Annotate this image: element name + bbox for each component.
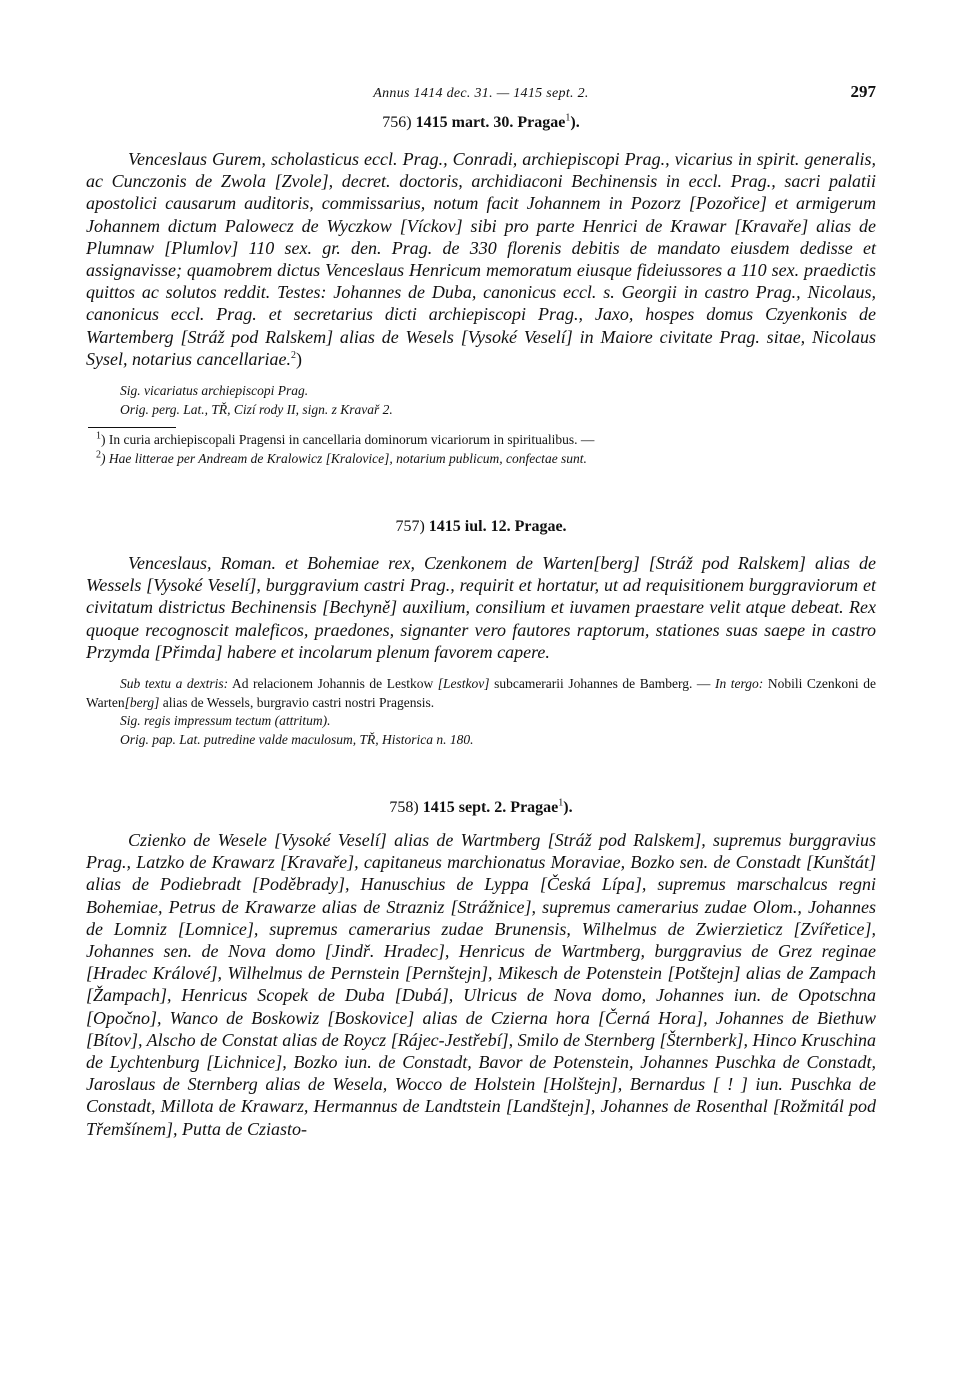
note-label-sub-textu: Sub textu a dextris: [120,676,229,692]
footnote-1-mark: 1 [96,430,101,442]
doc-756-source-note: Orig. perg. Lat., TŘ, Cizí rody II, sign. z Kravař 2. [120,401,393,417]
note-text: Ad relacionem Johannis de Lestkow [228,676,438,692]
doc-756-seal-note: Sig. vicariatus archiepiscopi Prag. [120,383,309,399]
note-label-in-tergo: In tergo: [714,676,764,692]
doc-757-address-note [86,675,876,712]
footnote-rule [88,427,176,428]
note-text: alias de Wessels, burgravio castri nostri Pragensis. [159,694,435,710]
doc-756-text-body: Venceslaus Gurem, scholasticus eccl. Prag., Conradi, archiepiscopi Prag., vicarius in spirit. generalis, ac Cunczonis de Zwola [Zvole], decret. doctoris, archidiaconi Bechinensis in eccl. Prag., sacri palatii apostolici causarum auditoris, commissarius, notum facit Johannem in Pozorz [Pozořice] et armigerum Johannem dictum Palowecz de Wyczkow [Víckov] sibi pro parte Henrici de Krawar [Kravaře] alias de Plumnaw [Plumlov] 110 sex. gr. den. Prag. de 330 florenis debitis de mandato eiusdem dedisse et assignavisse; quamobrem dictus Venceslaus Henricum memoratum eiusque fideiussores a 110 sex. praedictis quittos ac solutos reddit. Testes: Johannes de Duba, canonicus eccl. s. Georgii in castro Prag., Nicolaus, canonicus eccl. Prag. et secretarius dicti archiepiscopi Prag., Jaxo, hospes domus Czyenkonis de Wartemberg [Stráž pod Ralskem] alias de Wesels [Vysoké Veselí] in Maiore civitate Prag. sitae, Nicolaus Sysel, notarius cancellariae. [86,149,876,369]
doc-756-heading [86,114,876,132]
page-number: 297 [850,82,876,101]
doc-757-text: Venceslaus, Roman. et Bohemiae rex, Czenkonem de Warten[berg] [Stráž pod Ralskem] alias de Wessels [Vysoké Veselí], burggravium castri Prag., requirit et hortatur, ut ad requisitionem burggraviorum et civitatum districtus Bechinensis [Bechyně] auxilium, consilium et iuvamen praestare velit atque debeat. Rex quoque recognoscit maleficos, praedones, signanter vero fautores raptorum, stationes suas saepe in castro Przymda [Přimda] habere et incolarum plenum favorem capere. [86,553,876,662]
note-text: Nobili Czenkoni de Warten [86,676,876,710]
footnote-2 [96,449,876,468]
note-text: subcamerarii Johannes de Bamberg. — [489,676,715,692]
doc-757-source-note: Orig. pap. Lat. putredine valde maculosum, TŘ, Historica n. 180. [120,731,474,747]
document-758 [86,799,876,1140]
document-756 [86,114,876,468]
doc-758-text: Czienko de Wesele [Vysoké Veselí] alias de Wartmberg [Stráž pod Ralskem], supremus burggravius Prag., Latzko de Krawarz [Kravaře], capitaneus marchionatus Moraviae, Bozko sen. de Constadt [Kunštát] alias de Podiebradt [Poděbrady], Hanuschius de Lyppa [Česká Lípa], supremus marschalcus regni Bohemiae, Petrus de Krawarze alias de Strazniz [Strážnice], supremus camerarius zudae Olom., Johannes de Lomniz [Lomnice], supremus camerarius zudae Brunensis, Wilhelmus de Zwierzieticz [Zvířetice], Johannes sen. de Nova domo [Jindř. Hradec], Henricus de Wartmberg, burggravius de Grez reginae [Hradec Králové], Wilhelmus de Pernstein [Pernštejn], Mikesch de Potenstein [Potštejn] alias de Zampach [Žampach], Henricus Scopek de Duba [Dubá], Ulricus de Nova domo, Johannes iun. de Opotschna [Opočno], Wanco de Boskowiz [Boskovice] alias de Czierna hora [Černá Hora], Johannes de Biethuw [Bítov], Alscho de Constat alias de Roycz [Rájec-Jestřebí], Smilo de Sternberg [Šternberk], Hinco Kruschina de Lychtenburg [Lichnice], Bozko iun. de Constadt, Bavor de Potenstein, Johannes Puschka de Constadt, Jaroslaus de Sternberg alias de Wesela, Wocco de Holstein [Holštejn], Bernardus [ ! ] iun. Puschka de Constadt, Millota de Krawarz, Hermannus de Landtstein [Landštejn], Johannes de Rosenthal [Rožmitál pod Třemšínem], Putta de Cziasto- [86,830,876,1139]
doc-757-notes [86,675,876,749]
footnote-1 [96,430,876,449]
doc-756-notes [86,382,876,419]
page [86,80,876,1140]
doc-758-number: 758) [389,799,419,817]
doc-757-date: 1415 iul. 12. Pragae. [428,518,567,536]
document-757 [86,518,876,749]
doc-756-text [86,148,876,370]
doc-756-number: 756) [382,114,412,131]
doc-758-heading-footnote-mark: 1 [558,797,564,809]
doc-756-footnotes [86,430,876,468]
doc-758-heading-end: ). [563,799,573,817]
doc-757-heading [86,518,876,536]
page-header [86,80,876,106]
doc-756-text-footnote-mark: 2 [290,349,296,361]
doc-756-date: 1415 mart. 30. Pragae [415,114,566,131]
footnote-1-text: ) In curia archiepiscopali Pragensi in cancellaria dominorum vicariorum in spiritualibus. — [101,432,595,448]
doc-757-number: 757) [395,518,425,536]
note-place: [berg] [124,694,160,710]
running-title: Annus 1414 dec. 31. — 1415 sept. 2. [373,86,589,101]
doc-758-date: 1415 sept. 2. Pragae [422,799,559,817]
doc-757-seal-note: Sig. regis impressum tectum (attritum). [120,713,331,729]
note-place: [Lestkov] [437,676,490,692]
doc-756-heading-footnote-mark: 1 [565,112,571,124]
doc-758-heading [86,799,876,817]
doc-756-text-end: ) [295,348,302,369]
doc-756-heading-end: ). [570,114,580,131]
footnote-2-mark: 2 [96,449,101,461]
footnote-2-text: ) Hae litterae per Andream de Kralowicz [Kralovice], notarium publicum, confectae sunt. [101,451,587,467]
